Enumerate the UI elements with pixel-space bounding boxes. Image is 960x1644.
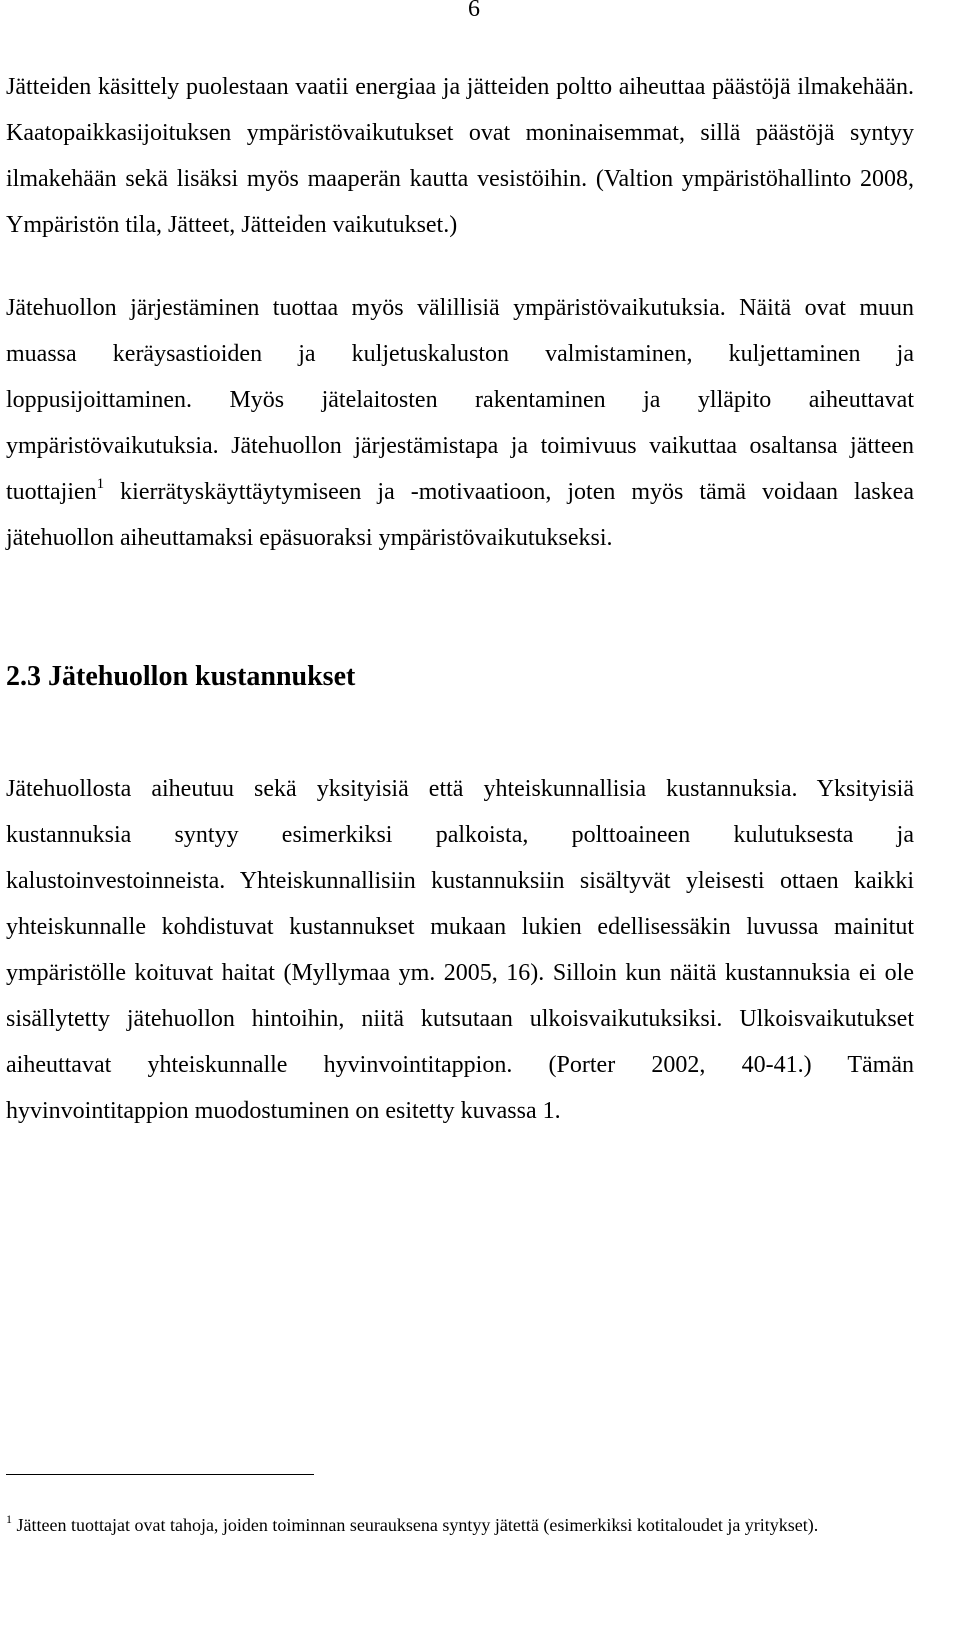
paragraph-indirect-impacts xyxy=(6,285,914,561)
page-number: 6 xyxy=(468,0,480,22)
footnote-text: Jätteen tuottajat ovat tahoja, joiden toiminnan seurauksena syntyy jätettä (esimerkiksi kotitaloudet ja yritykset). xyxy=(12,1515,819,1535)
paragraph-text: kierrätyskäyttäytymiseen ja -motivaatioon, joten myös tämä voidaan laskea jätehuollon aiheuttamaksi epäsuoraksi ympäristövaikutukseksi. xyxy=(6,479,914,551)
paragraph-text: Jätehuollosta aiheutuu sekä yksityisiä että yhteiskunnallisia kustannuksia. Yksityisiä kustannuksia syntyy esimerkiksi palkoista, polttoaineen kulutuksesta ja kalustoinvestoinneista. Yhteiskunnallisiin kustannuksiin sisältyvät yleisesti ottaen kaikki yhteiskunnalle kohdistuvat kustannukset mukaan lukien edellisessäkin luvussa mainitut ympäristölle koituvat haitat (Myllymaa ym. 2005, 16). Silloin kun näitä kustannuksia ei ole sisällytetty jätehuollon hintoihin, niitä kutsutaan ulkoisvaikutuksiksi. Ulkoisvaikutukset aiheuttavat yhteiskunnalle hyvinvointitappion. (Porter 2002, 40-41.) Tämän hyvinvointitappion muodostuminen on esitetty kuvassa 1. xyxy=(6,776,914,1124)
paragraph-text: Jätehuollon järjestäminen tuottaa myös välillisiä ympäristövaikutuksia. Näitä ovat muun muassa keräysastioiden ja kuljetuskaluston valmistaminen, kuljettaminen ja loppusijoittaminen. Myös jätelaitosten rakentaminen ja ylläpito aiheuttavat ympäristövaikutuksia. Jätehuollon järjestämistapa ja toimivuus vaikuttaa osaltansa jätteen tuottajien xyxy=(6,295,914,505)
paragraph-costs xyxy=(6,766,914,1134)
footnote-divider xyxy=(6,1474,314,1475)
footnote-marker: 1 xyxy=(6,1512,12,1526)
paragraph-environmental-impacts xyxy=(6,64,914,248)
footnote xyxy=(6,1512,914,1539)
section-heading: 2.3 Jätehuollon kustannukset xyxy=(6,661,356,692)
footnote-reference[interactable]: 1 xyxy=(96,476,105,492)
paragraph-text: Jätteiden käsittely puolestaan vaatii energiaa ja jätteiden poltto aiheuttaa päästöjä ilmakehään. Kaatopaikkasijoituksen ympäristövaikutukset ovat moninaisemmat, sillä päästöjä syntyy ilmakehään sekä lisäksi myös maaperän kautta vesistöihin. (Valtion ympäristöhallinto 2008, Ympäristön tila, Jätteet, Jätteiden vaikutukset.) xyxy=(6,74,914,238)
